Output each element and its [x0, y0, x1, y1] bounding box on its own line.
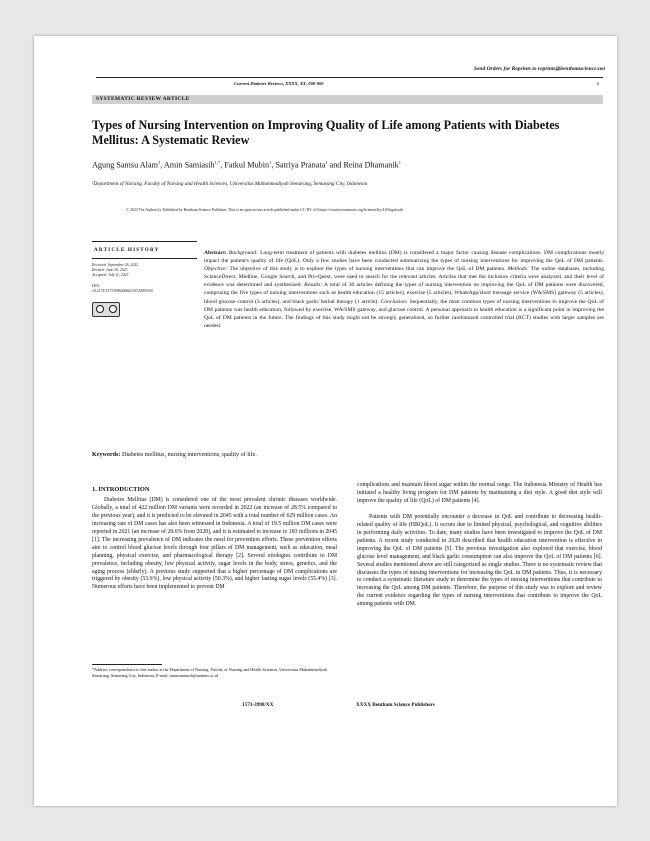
author-name: Fatkul Mubin — [224, 160, 270, 170]
intro-paragraph-continued: complications and maintain blood sugar within the normal range. The Indonesia Ministry of Health has initiated a healthy living program for DM patients by maintaining a diet style. A good diet style will improve the quality of life (QoL) of DM patients [4]. — [357, 482, 602, 504]
reprint-notice[interactable]: Send Orders for Reprints to reprints@benthamscience.net — [473, 66, 605, 72]
keywords-label: Keywords: — [92, 452, 121, 458]
copyright-notice[interactable]: © 2023 The Author(s). Published by Bentham Science Publisher. This is an open access article published under CC BY 4.0 https://creativecommons.org/licenses/by/4.0/legalcode — [126, 208, 404, 212]
abstract-label: Abstract: — [204, 250, 227, 256]
abstract-section-text: The online databases, including ScienceDirect, Medline, Google Search, and Pro-Quest, were used to search for the relevant articles. Articles that met the inclusion criteria were analyzed, and their level of evidence was determined and synthesized. — [204, 266, 604, 289]
section-heading: 1. INTRODUCTION — [92, 486, 150, 493]
article-type-bar — [92, 95, 603, 104]
accepted-date: Accepted: July 11, 2023 — [92, 272, 129, 277]
author-name: Agung Samsu Alam — [92, 160, 158, 170]
author-name: Reina Dhamanik — [343, 160, 399, 170]
abstract-section-text: A total of 30 articles defining the types of nursing intervention on improving the QoL of DM patients were discovered, comprising the five types of nursing interventions such as health education (15 articles), exercise (5 articles), WhatsApp/short message service (WA/SMS) gateway (5 articles), blood glucose control (3 articles), and black garlic herbal therapy (1 article). — [204, 282, 604, 305]
creative-commons-icon[interactable] — [92, 302, 120, 317]
author-affiliation-mark: 1 — [269, 160, 272, 165]
header-rule — [96, 77, 603, 78]
paper-title: Types of Nursing Intervention on Improving Quality of Life among Patients with Diabetes Mellitus: A Systematic Review — [92, 118, 560, 147]
abstract — [204, 249, 604, 330]
page-number: 1 — [596, 81, 599, 86]
body-column-right — [357, 482, 602, 609]
author-name: Satriya Pranata — [275, 160, 326, 170]
journal-citation: Current Diabetes Reviews, XXXX, XX, 000-000 — [234, 81, 324, 86]
article-history-heading: ARTICLE HISTORY — [92, 241, 197, 259]
keywords — [92, 452, 602, 458]
article-type-label: SYSTEMATIC REVIEW ARTICLE — [96, 96, 190, 102]
body-column-left — [92, 486, 337, 592]
abstract-section-text: Sequentially, the most common types of nursing interventions to improve the QoL of DM patients was health education, followed by exercise, WA/SMS gateway, and glucose control. A personal approach to health education is a significant point in improving the QoL of DM patients in the future. The findings of this study might not be strongly generalized, so further randomized controlled trial (RCT) studies with larger samples are needed. — [204, 298, 605, 329]
paper-page — [34, 36, 617, 806]
affiliation: ¹Department of Nursing, Faculty of Nursing and Health Sciences, Universitas Muhammadiyah Semarang, Semarang City, Indonesia — [92, 181, 368, 187]
intro-paragraph-1: Diabetes Mellitus (DM) is considered one of the most prevalent chronic diseases worldwide. Globally, a total of 422 million DM variants were recorded in 2022 (an increase of 28.5% compared to the previous year), and it is predicted to be elevated in 2045 with a total number of 629 million cases. An increasing rate of DM cases has also been witnessed in Indonesia. A total of 19.5 million DM cases were reported in 2021 (an increase of 28.6% from 2020), and it is estimated to increase to 183 millions in 2045 [1]. The increasing prevalence of DM indicates the need for prevention efforts. These prevention efforts aim to control blood glucose levels through four pillars of DM management, such as education, meal planning, physical exercise, and pharmacological therapy [2]. Several etiologies contribute to DM prevalence, including obesity, low physical activity, sugar levels in the body, stress, genetics, and the aging process (elderly). A previous study supported that a higher percentage of DM complications are triggered by obesity (53.6%), low physical activity (50.3%), and higher fasting sugar levels (55.4%) [3]. Numerous efforts have been implemented to prevent DM — [92, 496, 337, 591]
abstract-section-label: Objective: — [204, 266, 228, 273]
author-affiliation-mark: 1 — [157, 160, 161, 165]
abstract-section-label: Background: — [228, 250, 258, 256]
intro-paragraph-2: Patients with DM potentially encounter a decrease in QoL and contribute to decreasing health-related quality of life (HRQoL). It occurs due to limited physical, psychological, and cognitive abilities in performing daily activities. To date, many studies have been investigated to improve the QoL of DM patients. A recent study conducted in 2020 described that health education intervention is effective in improving the QoL of DM patients [5]. The previous investigation also explored that exercise, blood glucose level management, and black garlic consumption can also improve the QoL of DM patients [6]. Several studies mentioned above are still categorized as single studies. There is no systematic review that discusses the types of nursing interventions for increasing the QoL in DM patients. Thus, it is necessary to conduct a systematic literature study to determine the types of nursing interventions that contribute to increasing the QoL among DM patients. Therefore, the purpose of this study was to explore and review the current evidence regarding the types of nursing interventions that contribute to improve the QoL among patients with DM. — [357, 513, 602, 608]
author-affiliation-mark: 1 — [325, 160, 328, 165]
correspondence-footnote: *Address correspondence to this author at the Department of Nursing, Faculty of Nursing and Health Sciences, Universitas Muhammadiyah Semarang, Semarang City, Indonesia; E-mail: aminsamiasih@unimus.ac.id — [92, 667, 327, 678]
abstract-section-label: Results: — [304, 282, 323, 289]
author-affiliation-mark: 1 — [398, 160, 401, 165]
abstract-section-label: Conclusion: — [380, 298, 408, 305]
article-history-panel — [92, 241, 197, 317]
footer-issn: 1573-3998/XX — [242, 702, 274, 708]
author-list: Agung Samsu Alam$^1$, Amin Samiasih$^{1,*}$, Fatkul Mubin$^1$, Satriya Pranata$^1$ and Reina Dhamanik$^1$ — [92, 160, 401, 170]
received-date: Received: September 26, 2022 — [92, 263, 139, 267]
footnote-rule — [92, 664, 162, 665]
abstract-section-text: The objective of this study is to explore the types of nursing interventions that can improve the QoL of DM patients. — [227, 266, 508, 273]
keywords-text: Diabetes mellitus, nursing interventions, quality of life. — [120, 452, 257, 458]
abstract-section-text: Long-term treatment of patients with diabetes mellitus (DM) is considered a major factor causing disease complications. DM complications mostly impact the patient's quality of life (QoL). Only a few studies have been conducted summarizing the types of nursing interventions for improving the QoL of DM patients. — [204, 250, 604, 265]
revised-date: Revised: June 20, 2023 — [92, 267, 128, 272]
footer-publisher: XXXX Bentham Science Publishers — [356, 702, 435, 708]
abstract-body — [204, 250, 604, 329]
doi-label: DOI: — [92, 284, 100, 289]
author-name: Amin Samiasih — [163, 160, 215, 170]
doi-value[interactable]: 10.2174/1573399820666230720093300 — [92, 289, 153, 294]
author-affiliation-mark: 1,* — [214, 160, 221, 165]
abstract-section-label: Methods: — [507, 266, 529, 273]
